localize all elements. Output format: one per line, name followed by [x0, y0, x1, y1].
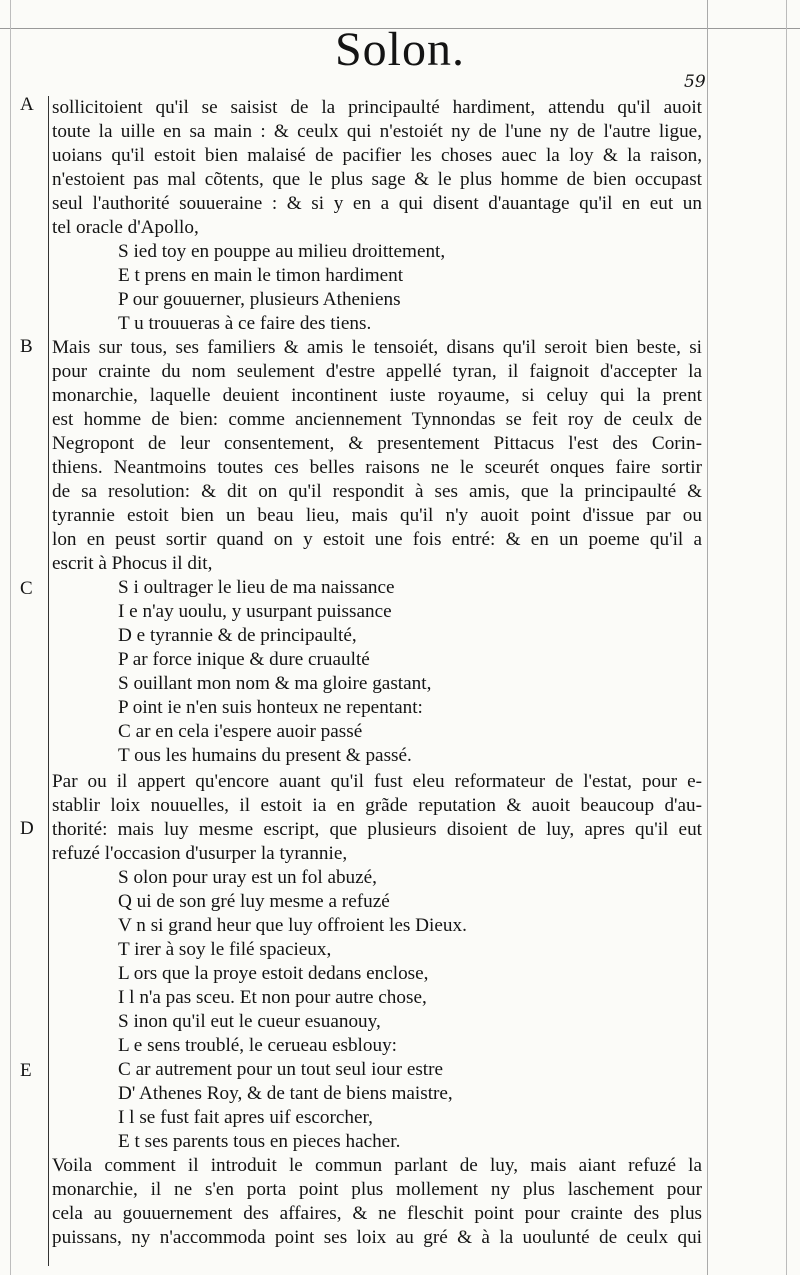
text-line: tyrannie estoit bien un beau lieu, mais qu'il n'y auoit point d'issue par ou [52, 505, 702, 526]
text-line: de sa resolution: & dit on qu'il respondit à ses amis, que la principaulté & [52, 481, 702, 502]
verse-line: D e tyrannie & de principaulté, [118, 625, 357, 646]
verse-line: P ar force inique & dure cruaulté [118, 649, 370, 670]
verse-line: V n si grand heur que luy offroient les Dieux. [118, 915, 467, 936]
text-line: seul l'authorité souueraine : & si y en a qui disent d'auantage qu'il en eut un [52, 193, 702, 214]
verse-line: I l se fust fait apres uif escorcher, [118, 1107, 373, 1128]
margin-marker-e: E [20, 1060, 32, 1081]
verse-line: I l n'a pas sceu. Et non pour autre chose, [118, 987, 427, 1008]
verse-line: T u trouueras à ce faire des tiens. [118, 313, 372, 334]
page-number: 59 [684, 72, 706, 92]
text-line: est homme de bien: comme anciennement Tynnondas se feit roy de ceulx de [52, 409, 702, 430]
text-line: n'estoient pas mal cõtents, que le plus sage & le plus homme de bien occupast [52, 169, 702, 190]
text-line: uoians qu'il estoit bien malaisé de pacifier les choses auec la loy & la raison, [52, 145, 702, 166]
running-title: Solon. [334, 23, 466, 76]
text-line: tel oracle d'Apollo, [52, 217, 199, 238]
verse-line: S ouillant mon nom & ma gloire gastant, [118, 673, 432, 694]
verse-line: S inon qu'il eut le cueur esuanouy, [118, 1011, 381, 1032]
outer-margin-rule [786, 0, 787, 1275]
text-line: escrit à Phocus il dit, [52, 553, 213, 574]
verse-line: C ar en cela i'espere auoir passé [118, 721, 363, 742]
verse-line: S olon pour uray est un fol abuzé, [118, 867, 377, 888]
verse-line: Q ui de son gré luy mesme a refuzé [118, 891, 390, 912]
verse-line: L e sens troublé, le cerueau esblouy: [118, 1035, 398, 1056]
text-line: sollicitoient qu'il se saisist de la principaulté hardiment, attendu qu'il auoit [52, 97, 702, 118]
text-line: Voila comment il introduit le commun parlant de luy, mais aiant refuzé la [52, 1155, 702, 1176]
verse-line: S i oultrager le lieu de ma naissance [118, 577, 395, 598]
verse-line: D' Athenes Roy, & de tant de biens maistre, [118, 1083, 453, 1104]
text-line: monarchie, il ne s'en porta point plus mollement ny plus laschement pour [52, 1179, 702, 1200]
text-line: thorité: mais luy mesme escript, que plusieurs disoient de luy, apres qu'il eut [52, 819, 702, 840]
text-line: thiens. Neantmoins toutes ces belles raisons ne le sceurét onques faire sortir [52, 457, 702, 478]
text-line: puissans, ny n'accommoda point ses loix au gré & à la uoulunté de ceulx qui [52, 1227, 702, 1248]
verse-line: P oint ie n'en suis honteux ne repentant: [118, 697, 423, 718]
text-line: monarchie, laquelle deuient incontinent iuste royaume, si celuy qui la prent [52, 385, 702, 406]
margin-marker-b: B [20, 336, 33, 357]
text-line: toute la uille en sa main : & ceulx qui n'estoiét ny de l'une ny de l'autre ligue, [52, 121, 702, 142]
verse-line: P our gouuerner, plusieurs Atheniens [118, 289, 401, 310]
text-line: pour crainte du nom seulement d'estre appellé tyran, il faignoit d'accepter la [52, 361, 702, 382]
verse-line: T ous les humains du present & passé. [118, 745, 412, 766]
verse-line: E t prens en main le timon hardiment [118, 265, 404, 286]
text-line: refuzé l'occasion d'usurper la tyrannie, [52, 843, 348, 864]
text-line: stablir loix nouuelles, il estoit ia en grãde reputation & auoit beaucoup d'au- [52, 795, 702, 816]
verse-line: I e n'ay uoulu, y usurpant puissance [118, 601, 392, 622]
column-rule [48, 96, 49, 1266]
margin-marker-c: C [20, 578, 33, 599]
left-margin-rule [10, 0, 11, 1275]
verse-line: E t ses parents tous en pieces hacher. [118, 1131, 401, 1152]
right-margin-rule [707, 0, 708, 1275]
text-line: Par ou il appert qu'encore auant qu'il fust eleu reformateur de l'estat, pour e- [52, 771, 702, 792]
text-line: Mais sur tous, ses familiers & amis le tensoiét, disans qu'il seroit bien beste, si [52, 337, 702, 358]
text-line: lon en peust sortir quand on y estoit une fois entré: & en un poeme qu'il a [52, 529, 702, 550]
verse-line: C ar autrement pour un tout seul iour estre [118, 1059, 444, 1080]
text-line: Negropont de leur consentement, & presentement Pittacus l'est des Corin- [52, 433, 702, 454]
margin-marker-d: D [20, 818, 34, 839]
margin-marker-a: A [20, 94, 34, 115]
verse-line: S ied toy en pouppe au milieu droittement, [118, 241, 446, 262]
verse-line: L ors que la proye estoit dedans enclose, [118, 963, 429, 984]
verse-line: T irer à soy le filé spacieux, [118, 939, 332, 960]
text-line: cela au gouuernement des affaires, & ne fleschit point pour crainte des plus [52, 1203, 702, 1224]
